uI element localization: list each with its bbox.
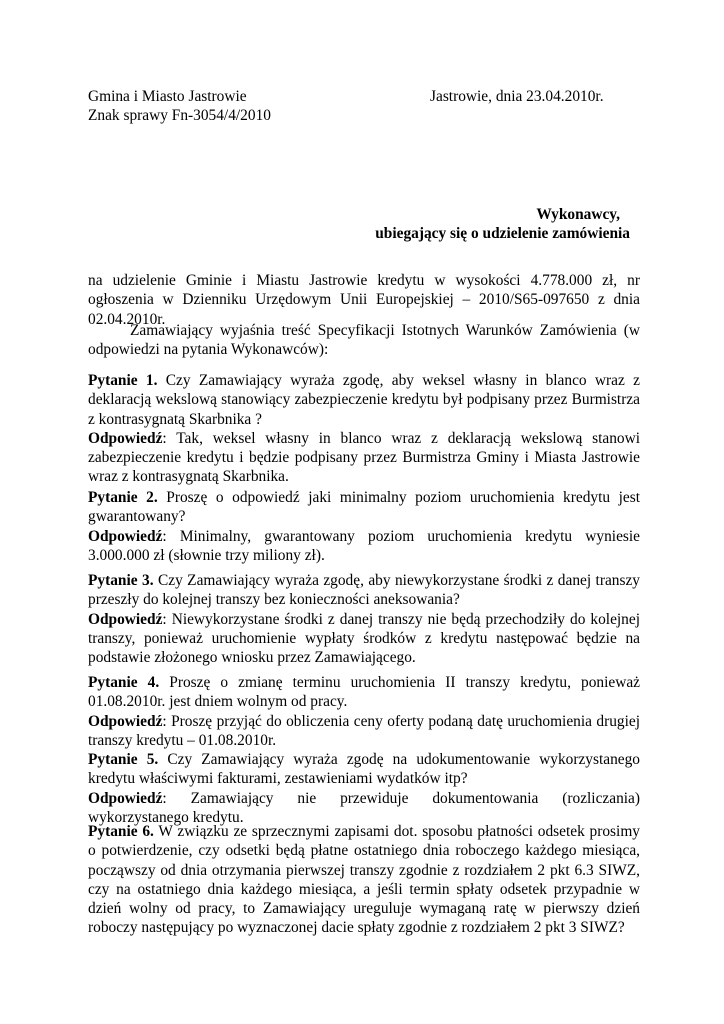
question-text: Czy Zamawiający wyraża zgodę, aby niewykorzystane środki z danej transzy przeszły do kolejnej transzy bez konieczności aneksowania? xyxy=(88,572,640,609)
explanation-paragraph: Zamawiający wyjaśnia treść Specyfikacji Istotnych Warunków Zamówienia (w odpowiedzi na pytania Wykonawców): xyxy=(88,322,640,359)
case-number: Znak sprawy Fn-3054/4/2010 xyxy=(88,107,271,124)
intro-paragraph: na udzielenie Gminie i Miastu Jastrowie kredytu w wysokości 4.778.000 zł, nr ogłoszenia w Dzienniku Urzędowym Unii Europejskiej – 2010/S65-097650 z dnia 02.04.2010r. xyxy=(88,272,640,328)
addressee-line-1: Wykonawcy, xyxy=(536,206,620,223)
question-label: Pytanie 3. xyxy=(88,572,154,589)
answer-text: : Niewykorzystane środki z danej transzy nie będą przechodziły do kolejnej transzy, ponieważ uruchomienie wypłaty środków z kredytu następować będzie na podstawie złożonego wniosku przez Zamawiającego. xyxy=(88,610,640,667)
place-date: Jastrowie, dnia 23.04.2010r. xyxy=(430,88,604,105)
answer-text: : Proszę przyjąć do obliczenia ceny oferty podaną datę uruchomienia drugiej transzy kredytu – 01.08.2010r. xyxy=(88,712,640,749)
question-1 xyxy=(88,371,640,487)
question-label: Pytanie 4. xyxy=(88,674,160,691)
addressee-line-2: ubiegający się o udzielenie zamówienia xyxy=(375,225,630,242)
question-text: Czy Zamawiający wyraża zgodę, aby weksel własny in blanco wraz z deklaracją wekslową stanowiący zabezpieczenie kredytu był podpisany przez Burmistrza z kontrasygnatą Skarbnika ? xyxy=(88,372,640,428)
answer-text: : Minimalny, gwarantowany poziom uruchomienia kredytu wyniesie 3.000.000 zł (słownie trzy miliony zł). xyxy=(88,527,640,564)
question-4-5 xyxy=(88,673,640,827)
question-3 xyxy=(88,571,640,667)
answer-label: Odpowiedź xyxy=(88,429,163,447)
answer-label: Odpowiedź xyxy=(88,527,163,545)
question-text: Czy Zamawiający wyraża zgodę na udokumentowanie wykorzystanego kredytu właściwymi fakturami, zestawieniami wydatków itp? xyxy=(88,751,640,788)
answer-label: Odpowiedź xyxy=(88,712,163,730)
answer-text: : Zamawiający nie przewiduje dokumentowania (rozliczania) wykorzystanego kredytu. xyxy=(88,789,640,827)
question-6 xyxy=(88,822,640,938)
question-text: W związku ze sprzecznymi zapisami dot. sposobu płatności odsetek prosimy o potwierdzenie, czy odsetki będą płatne ostatniego dnia roboczego każdego miesiąca, począwszy od dnia otrzymania pierwszej transzy zgodnie z rozdziałem 2 pkt 6.3 SIWZ, czy na ostatniego dnia każdego miesiąca, a jeśli termin spłaty odsetek przypadnie w dzień wolny od pracy, to Zamawiający ureguluje wymaganą ratę w pierwszy dzień roboczy następujący po wyznaczonej dacie spłaty zgodnie z rozdziałem 2 pkt 3 SIWZ? xyxy=(88,823,640,937)
question-label: Pytanie 2. xyxy=(88,489,158,506)
sender-name: Gmina i Miasto Jastrowie xyxy=(88,88,247,105)
question-text: Proszę o odpowiedź jaki minimalny poziom uruchomienia kredytu jest gwarantowany? xyxy=(88,489,640,526)
answer-text: : Tak, weksel własny in blanco wraz z deklaracją wekslową stanowi zabezpieczenie kredytu i będzie podpisany przez Burmistrza Gminy i Miasta Jastrowie wraz z kontrasygnatą Skarbnika. xyxy=(88,429,640,486)
question-label: Pytanie 5. xyxy=(88,751,159,769)
question-label: Pytanie 6. xyxy=(88,823,154,840)
question-text: Proszę o zmianę terminu uruchomienia II transzy kredytu, ponieważ 01.08.2010r. jest dniem wolnym od pracy. xyxy=(88,674,640,711)
answer-label: Odpowiedź xyxy=(88,789,163,807)
question-label: Pytanie 1. xyxy=(88,372,158,389)
answer-label: Odpowiedź xyxy=(88,610,163,628)
question-2 xyxy=(88,488,640,565)
